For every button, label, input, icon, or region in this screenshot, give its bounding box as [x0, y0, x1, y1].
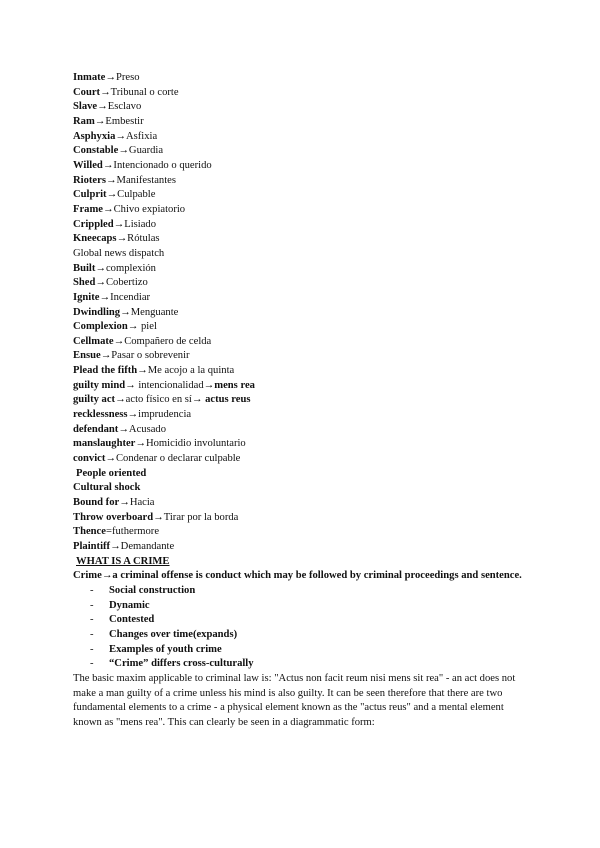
list-item: - “Crime” differs cross-culturally [90, 658, 254, 670]
glossary-entry: Frame→Chivo expiatorio [73, 203, 186, 215]
glossary-entry: Dwindling→Menguante [73, 306, 179, 318]
glossary-entry: Culprit→Culpable [73, 189, 156, 201]
glossary-entry-guilty-act: guilty act→acto físico en sí→ actus reus [73, 394, 251, 406]
glossary-entry-guilty-mind: guilty mind→ intencionalidad→mens rea [73, 379, 255, 391]
glossary-entry: Throw overboard→Tirar por la borda [73, 511, 239, 523]
crime-definition: Crime→a criminal offense is conduct which may be followed by criminal proceedings and sentence. [73, 570, 522, 582]
glossary-entry: convict→Condenar o declarar culpable [73, 453, 241, 465]
body-paragraph: The basic maxim applicable to criminal law is: "Actus non facit reum nisi mens sit rea" - an act does not make a man guilty of a crime unless his mind is also guilty. It can be seen therefore that there are two fundamental elements to a crime - a physical element known as the "actus reus" and a mental element known as "mens rea". This can clearly be seen in a diagrammatic form: [73, 672, 516, 729]
glossary-entry: Crippled→Lisiado [73, 218, 156, 230]
glossary-entry: Plead the fifth→Me acojo a la quinta [73, 365, 235, 377]
glossary-entry: Inmate→Preso [73, 72, 140, 83]
glossary-entry: Willed→Intencionado o querido [73, 159, 212, 171]
glossary-entry: Complexion→ piel [73, 321, 157, 333]
glossary-list [73, 71, 533, 555]
glossary-entry: Slave→Esclavo [73, 101, 142, 113]
glossary-entry: Rioters→Manifestantes [73, 174, 176, 186]
section-title: WHAT IS A CRIME [76, 555, 170, 567]
glossary-entry: Ensue→Pasar o sobrevenir [73, 350, 190, 362]
list-item: - Examples of youth crime [90, 643, 222, 655]
glossary-entry: Built→complexión [73, 262, 156, 274]
glossary-entry: Kneecaps→Rótulas [73, 233, 160, 245]
glossary-entry: Ram→Embestir [73, 115, 144, 127]
glossary-entry: defendant→Acusado [73, 423, 166, 435]
glossary-entry: Constable→Guardia [73, 145, 164, 157]
glossary-entry: Court→Tribunal o corte [73, 86, 179, 98]
glossary-entry: Thence=futhermore [73, 526, 160, 538]
list-item: - Dynamic [90, 599, 150, 611]
document-page [73, 71, 533, 731]
glossary-entry: recklessness→imprudencia [73, 409, 192, 421]
list-item: - Changes over time(expands) [90, 628, 238, 640]
glossary-entry: Ignite→Incendiar [73, 291, 151, 303]
list-item: - Social construction [90, 584, 196, 596]
glossary-entry: Plaintiff→Demandante [73, 541, 175, 552]
people-oriented-heading: People oriented [76, 467, 147, 479]
bullet-list [73, 584, 533, 672]
glossary-entry: Cellmate→Compañero de celda [73, 335, 212, 347]
list-item: - Contested [90, 614, 155, 626]
glossary-entry: Asphyxia→Asfixia [73, 130, 158, 142]
glossary-entry: Bound for→Hacia [73, 497, 155, 509]
cultural-shock-heading: Cultural shock [73, 482, 141, 494]
glossary-entry: manslaughter→Homicidio involuntario [73, 438, 246, 450]
glossary-entry: Shed→Cobertizo [73, 277, 148, 289]
plain-line: Global news dispatch [73, 247, 165, 259]
